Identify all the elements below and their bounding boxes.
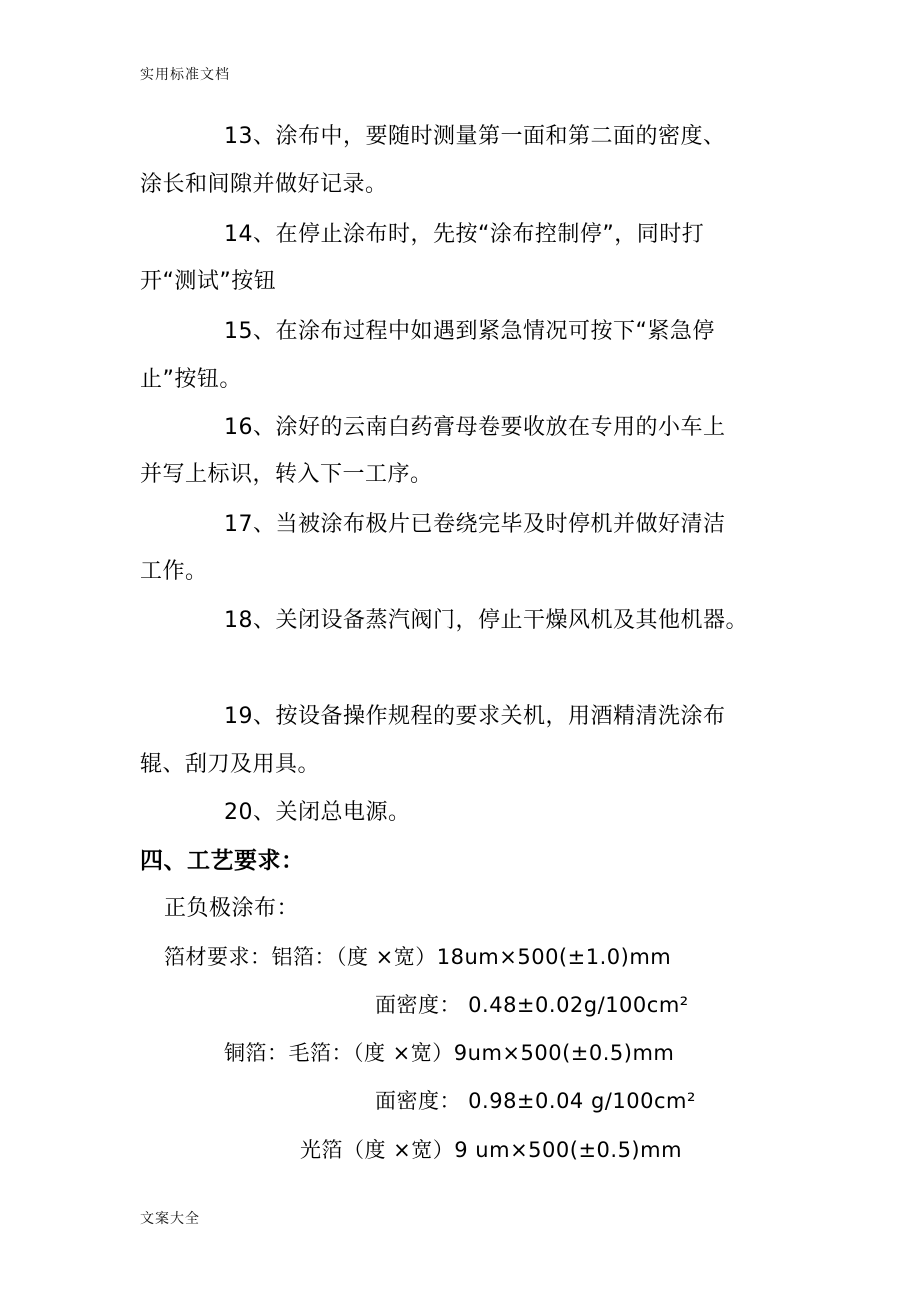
step-19-line-2: 辊、刮刀及用具。 xyxy=(140,752,321,777)
step-16-line-1: 16、涂好的云南白药膏母卷要收放在专用的小车上 xyxy=(224,415,726,440)
step-13-line-2: 涂长和间隙并做好记录。 xyxy=(140,172,388,197)
section-subtitle: 正负极涂布： xyxy=(164,896,300,921)
step-17-line-2: 工作。 xyxy=(140,559,208,584)
spec-copper-density: 面密度： 0.98±0.04 g/100cm² xyxy=(375,1089,696,1113)
step-13-line-1: 13、涂布中，要随时测量第一面和第二面的密度、 xyxy=(224,124,726,149)
page-header: 实用标准文档 xyxy=(140,67,230,83)
spec-aluminum-density: 面密度： 0.48±0.02g/100cm² xyxy=(375,993,689,1017)
step-15-line-1: 15、在涂布过程中如遇到紧急情况可按下“紧急停 xyxy=(224,319,715,344)
section-title: 四、工艺要求： xyxy=(140,848,305,874)
step-14-line-1: 14、在停止涂布时，先按“涂布控制停”，同时打 xyxy=(224,222,705,247)
page-footer: 文案大全 xyxy=(140,1211,200,1227)
step-18-line-1: 18、关闭设备蒸汽阀门，停止干燥风机及其他机器。 xyxy=(224,608,748,633)
spec-foil-requirement: 箔材要求：铝箔：（度 ×宽）18um×500(±1.0)mm xyxy=(164,945,672,969)
step-19-line-1: 19、按设备操作规程的要求关机，用酒精清洗涂布 xyxy=(224,704,726,729)
step-16-line-2: 并写上标识，转入下一工序。 xyxy=(140,462,433,487)
step-14-line-2: 开“测试”按钮 xyxy=(140,269,277,294)
step-17-line-1: 17、当被涂布极片已卷绕完毕及时停机并做好清洁 xyxy=(224,512,726,537)
step-15-line-2: 止”按钮。 xyxy=(140,367,242,392)
step-20-line-1: 20、关闭总电源。 xyxy=(224,800,411,825)
spec-copper-rough-foil: 铜箔：毛箔：（度 ×宽）9um×500(±0.5)mm xyxy=(224,1041,675,1065)
spec-smooth-foil: 光箔（度 ×宽）9 um×500(±0.5)mm xyxy=(300,1138,683,1162)
